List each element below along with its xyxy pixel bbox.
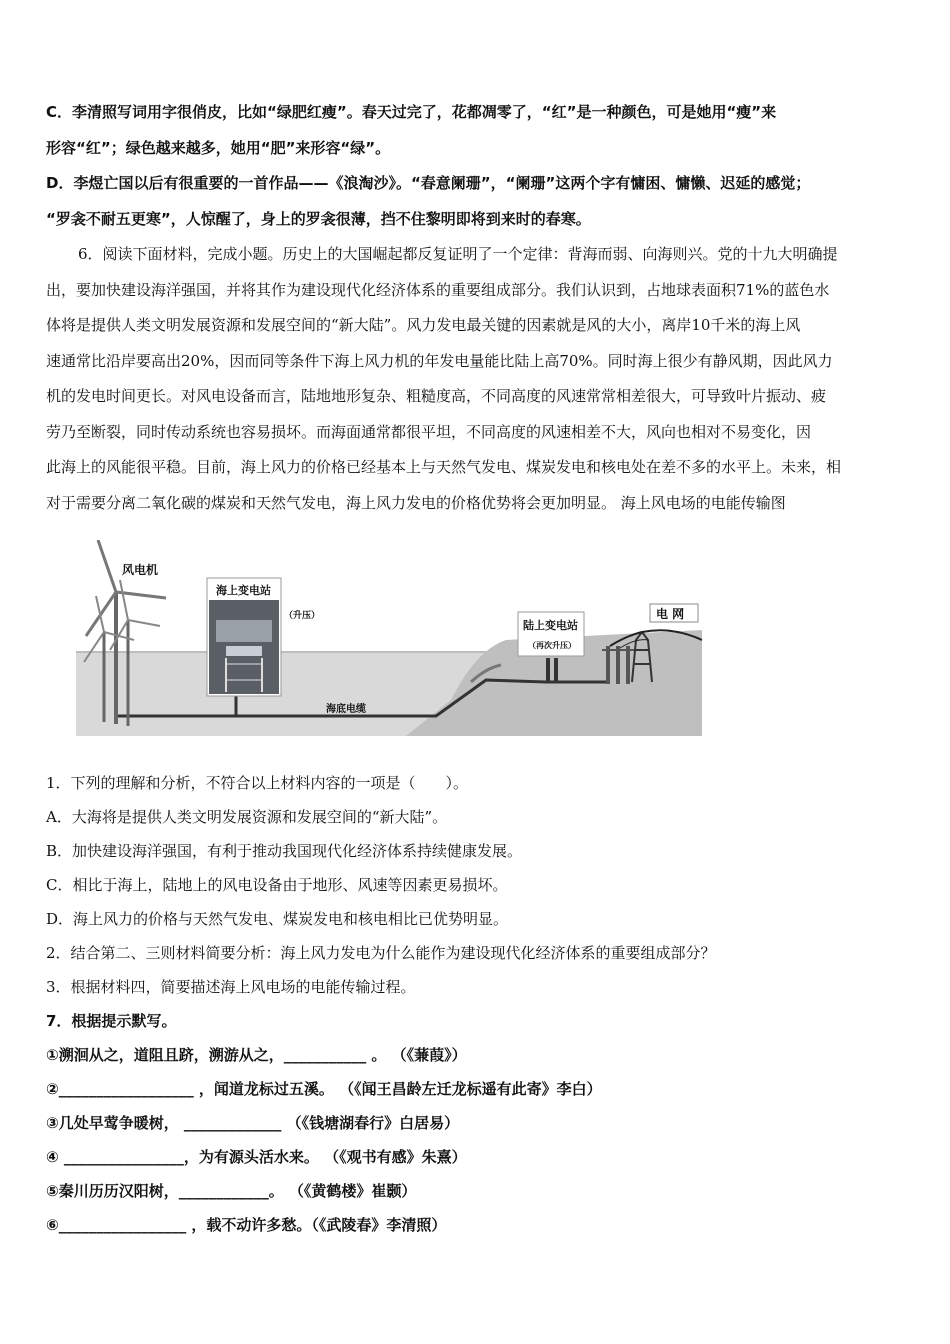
option-d-line-2: “罗衾不耐五更寒”，人惊醒了，身上的罗衾很薄，挡不住黎明即将到来时的春寒。 (46, 210, 591, 228)
option-d-line-1: D．李煜亡国以后有很重要的一首作品——《浪淘沙》。“春意阑珊”，“阑珊”这两个字有慵困、慵懒、迟延的感觉； (46, 174, 811, 192)
option-c-line-1: C．李清照写词用字很俏皮，比如“绿肥红瘦”。春天过完了，花都凋零了，“红”是一种颜色，可是她用“瘦”来 (46, 103, 777, 121)
q6-line-7: 此海上的风能很平稳。目前，海上风力的价格已经基本上与天然气发电、煤炭发电和核电处在差不多的水平上。未来，相 (46, 458, 842, 476)
q6-line-4: 速通常比沿岸要高出20%，因而同等条件下海上风力机的年发电量能比陆上高70%。同时海上很少有静风期，因此风力 (46, 352, 833, 370)
question-2: 2．结合第二、三则材料简要分析：海上风力发电为什么能作为建设现代化经济体系的重要组成部分？ (46, 944, 716, 962)
q7-item-2: ②__________________ ，闻道龙标过五溪。 （《闻王昌龄左迁龙标遥有此寄》李白） (46, 1080, 602, 1098)
label-step-up: （升压） (284, 611, 321, 621)
question-1-option-d: D．海上风力的价格与天然气发电、煤炭发电和核电相比已优势明显。 (46, 910, 509, 928)
q6-line-8: 对于需要分离二氧化碳的煤炭和天然气发电，海上风力发电的价格优势将会更加明显。 海上风电场的电能传输图 (46, 494, 786, 512)
q6-line-2: 出，要加快建设海洋强国，并将其作为建设现代化经济体系的重要组成部分。我们认识到，占地球表面积71%的蓝色水 (46, 281, 830, 299)
label-wind-turbine: 风电机 (122, 563, 159, 577)
power-transmission-figure (76, 540, 702, 736)
q6-line-3: 体将是提供人类文明发展资源和发展空间的“新大陆”。风力发电最关键的因素就是风的大小，离岸10千米的海上风 (46, 316, 801, 334)
q7-title: 7．根据提示默写。 (46, 1012, 177, 1030)
label-onshore-substation: 陆上变电站 (523, 619, 578, 632)
question-1-option-b: B．加快建设海洋强国，有利于推动我国现代化经济体系持续健康发展。 (46, 842, 523, 860)
q6-line-5: 机的发电时间更长。对风电设备而言，陆地地形复杂、粗糙度高，不同高度的风速常常相差很大，可导致叶片振动、疲 (46, 387, 827, 405)
question-3: 3．根据材料四，简要描述海上风电场的电能传输过程。 (46, 978, 416, 996)
option-c-line-2: 形容“红”；绿色越来越多，她用“肥”来形容“绿”。 (46, 139, 391, 157)
q7-item-4: ④ ________________，为有源头活水来。 （《观书有感》朱熹） (46, 1148, 467, 1166)
question-1-option-a: A．大海将是提供人类文明发展资源和发展空间的“新大陆”。 (46, 808, 448, 826)
q6-line-6: 劳乃至断裂，同时传动系统也容易损坏。而海面通常都很平坦，不同高度的风速相差不大，风向也相对不易变化，因 (46, 423, 812, 441)
q6-line-1: 6．阅读下面材料，完成小题。历史上的大国崛起都反复证明了一个定律：背海而弱、向海则兴。党的十九大明确提 (78, 245, 838, 263)
q7-item-3: ③几处早莺争暖树， _____________ （《钱塘湖春行》白居易） (46, 1114, 460, 1132)
question-1-option-c: C．相比于海上，陆地上的风电设备由于地形、风速等因素更易损坏。 (46, 876, 508, 894)
question-1: 1．下列的理解和分析，不符合以上材料内容的一项是（ ）。 (46, 774, 469, 792)
label-cable: 海底电缆 (326, 704, 366, 715)
label-step-up-again: （再次升压） (528, 641, 576, 650)
q7-item-1: ①溯洄从之，道阻且跻，溯游从之，___________ 。 （《蒹葭》） (46, 1046, 467, 1064)
label-grid: 电 网 (656, 607, 685, 621)
q7-item-6: ⑥_________________ ，载不动许多愁。（《武陵春》李清照） (46, 1216, 447, 1234)
q7-item-5: ⑤秦川历历汉阳树，____________。 （《黄鹤楼》崔颢） (46, 1182, 417, 1200)
label-offshore-substation: 海上变电站 (216, 584, 271, 597)
